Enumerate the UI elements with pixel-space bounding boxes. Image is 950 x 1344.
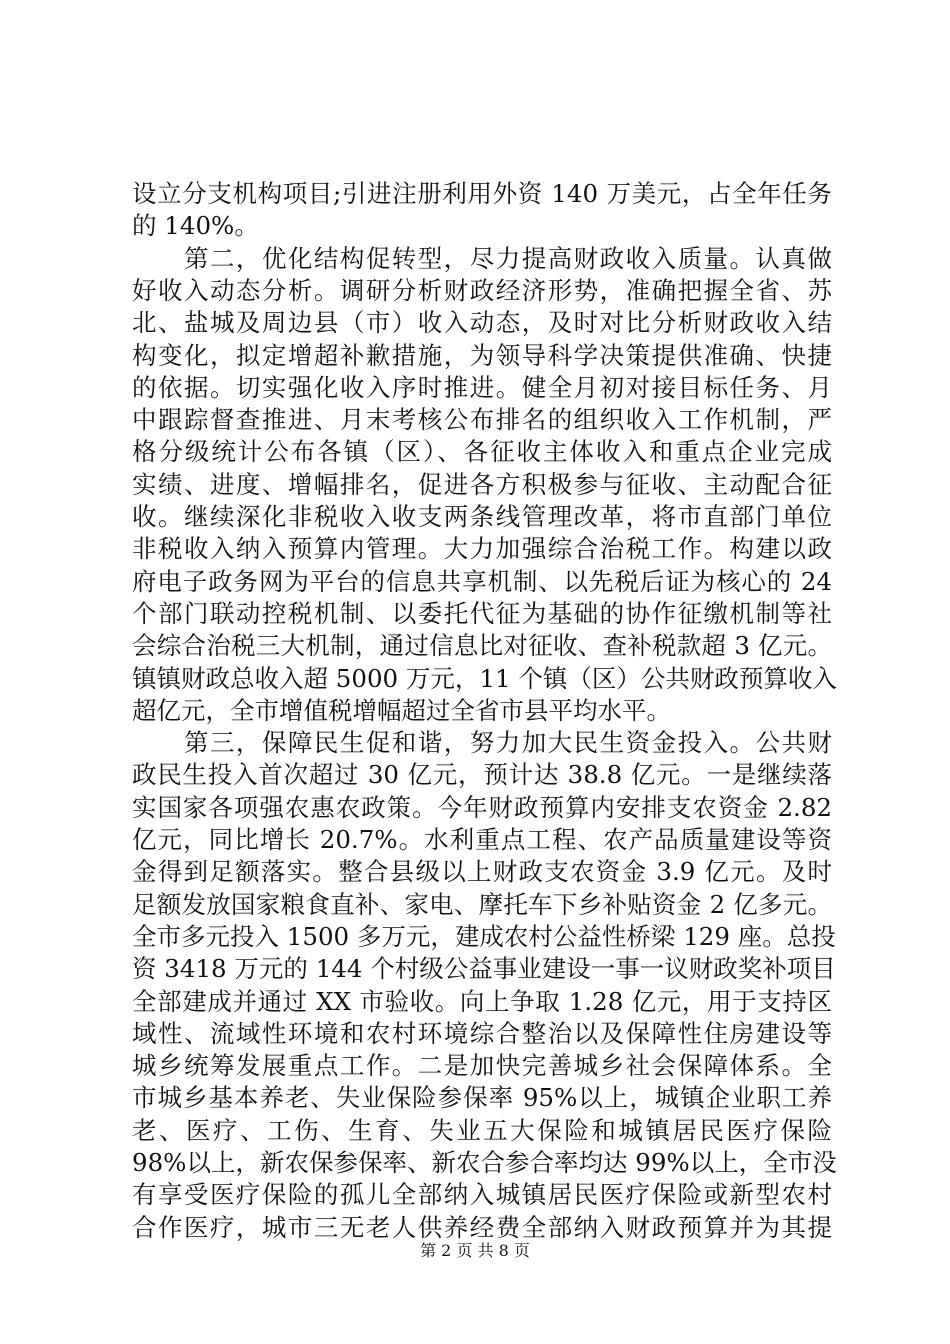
text-line: 金得到足额落实。整合县级以上财政支农资金 3.9 亿元。及时 (132, 857, 832, 887)
text-line: 合作医疗，城市三无老人供养经费全部纳入财政预算并为其提 (132, 1212, 832, 1242)
text-line: 个部门联动控税机制、以委托代征为基础的协作征缴机制等社 (132, 598, 832, 628)
text-line: 的 140%。 (132, 211, 259, 241)
text-line: 全部建成并通过 XX 市验收。向上争取 1.28 亿元，用于支持区 (132, 986, 832, 1016)
text-line: 第三，保障民生促和谐，努力加大民生资金投入。公共财 (132, 728, 832, 758)
text-line: 城乡统筹发展重点工作。二是加快完善城乡社会保障体系。全 (132, 1051, 832, 1081)
text-line: 实绩、进度、增幅排名，促进各方积极参与征收、主动配合征 (132, 469, 832, 499)
text-line: 全市多元投入 1500 多万元，建成农村公益性桥梁 129 座。总投 (132, 921, 836, 951)
text-line: 98%以上，新农保参保率、新农合参合率均达 99%以上，全市没 (132, 1148, 837, 1177)
text-line: 域性、流域性环境和农村环境综合整治以及保障性住房建设等 (132, 1018, 832, 1048)
text-line: 格分级统计公布各镇（区）、各征收主体收入和重点企业完成 (132, 437, 832, 467)
text-line: 收。继续深化非税收入收支两条线管理改革，将市直部门单位 (132, 502, 832, 531)
text-line: 实国家各项强农惠农政策。今年财政预算内安排支农资金 2.82 (132, 792, 832, 822)
text-line: 中跟踪督查推进、月末考核公布排名的组织收入工作机制，严 (132, 405, 832, 435)
text-line: 足额发放国家粮食直补、家电、摩托车下乡补贴资金 2 亿多元。 (132, 889, 832, 919)
text-line: 北、盐城及周边县（市）收入动态，及时对比分析财政收入结 (132, 308, 832, 338)
text-line: 老、医疗、工伤、生育、失业五大保险和城镇居民医疗保险 (132, 1115, 832, 1145)
text-line: 的依据。切实强化收入序时推进。健全月初对接目标任务、月 (132, 372, 832, 402)
text-line: 亿元，同比增长 20.7%。水利重点工程、农产品质量建设等资 (132, 825, 832, 854)
text-line: 构变化，拟定增超补歉措施，为领导科学决策提供准确、快捷 (132, 340, 832, 370)
page-footer: 第 2 页 共 8 页 (420, 1241, 530, 1260)
text-line: 非税收入纳入预算内管理。大力加强综合治税工作。构建以政 (132, 534, 832, 564)
text-line: 会综合治税三大机制，通过信息比对征收、查补税款超 3 亿元。 (132, 631, 832, 661)
text-line: 市城乡基本养老、失业保险参保率 95%以上，城镇企业职工养 (132, 1083, 832, 1113)
text-line: 有享受医疗保险的孤儿全部纳入城镇居民医疗保险或新型农村 (132, 1180, 832, 1210)
text-line: 第二，优化结构促转型，尽力提高财政收入质量。认真做 (132, 243, 832, 273)
text-line: 资 3418 万元的 144 个村级公益事业建设一事一议财政奖补项目 (132, 954, 836, 984)
text-line: 好收入动态分析。调研分析财政经济形势，准确把握全省、苏 (132, 275, 832, 305)
text-line: 府电子政务网为平台的信息共享机制、以先税后证为核心的 24 (132, 566, 832, 596)
text-line: 镇镇财政总收入超 5000 万元，11 个镇（区）公共财政预算收入 (132, 663, 837, 693)
text-line: 超亿元，全市增值税增幅超过全省市县平均水平。 (132, 695, 671, 725)
text-line: 政民生投入首次超过 30 亿元，预计达 38.8 亿元。一是继续落 (132, 760, 832, 790)
text-line: 设立分支机构项目;引进注册利用外资 140 万美元，占全年任务 (132, 179, 832, 208)
